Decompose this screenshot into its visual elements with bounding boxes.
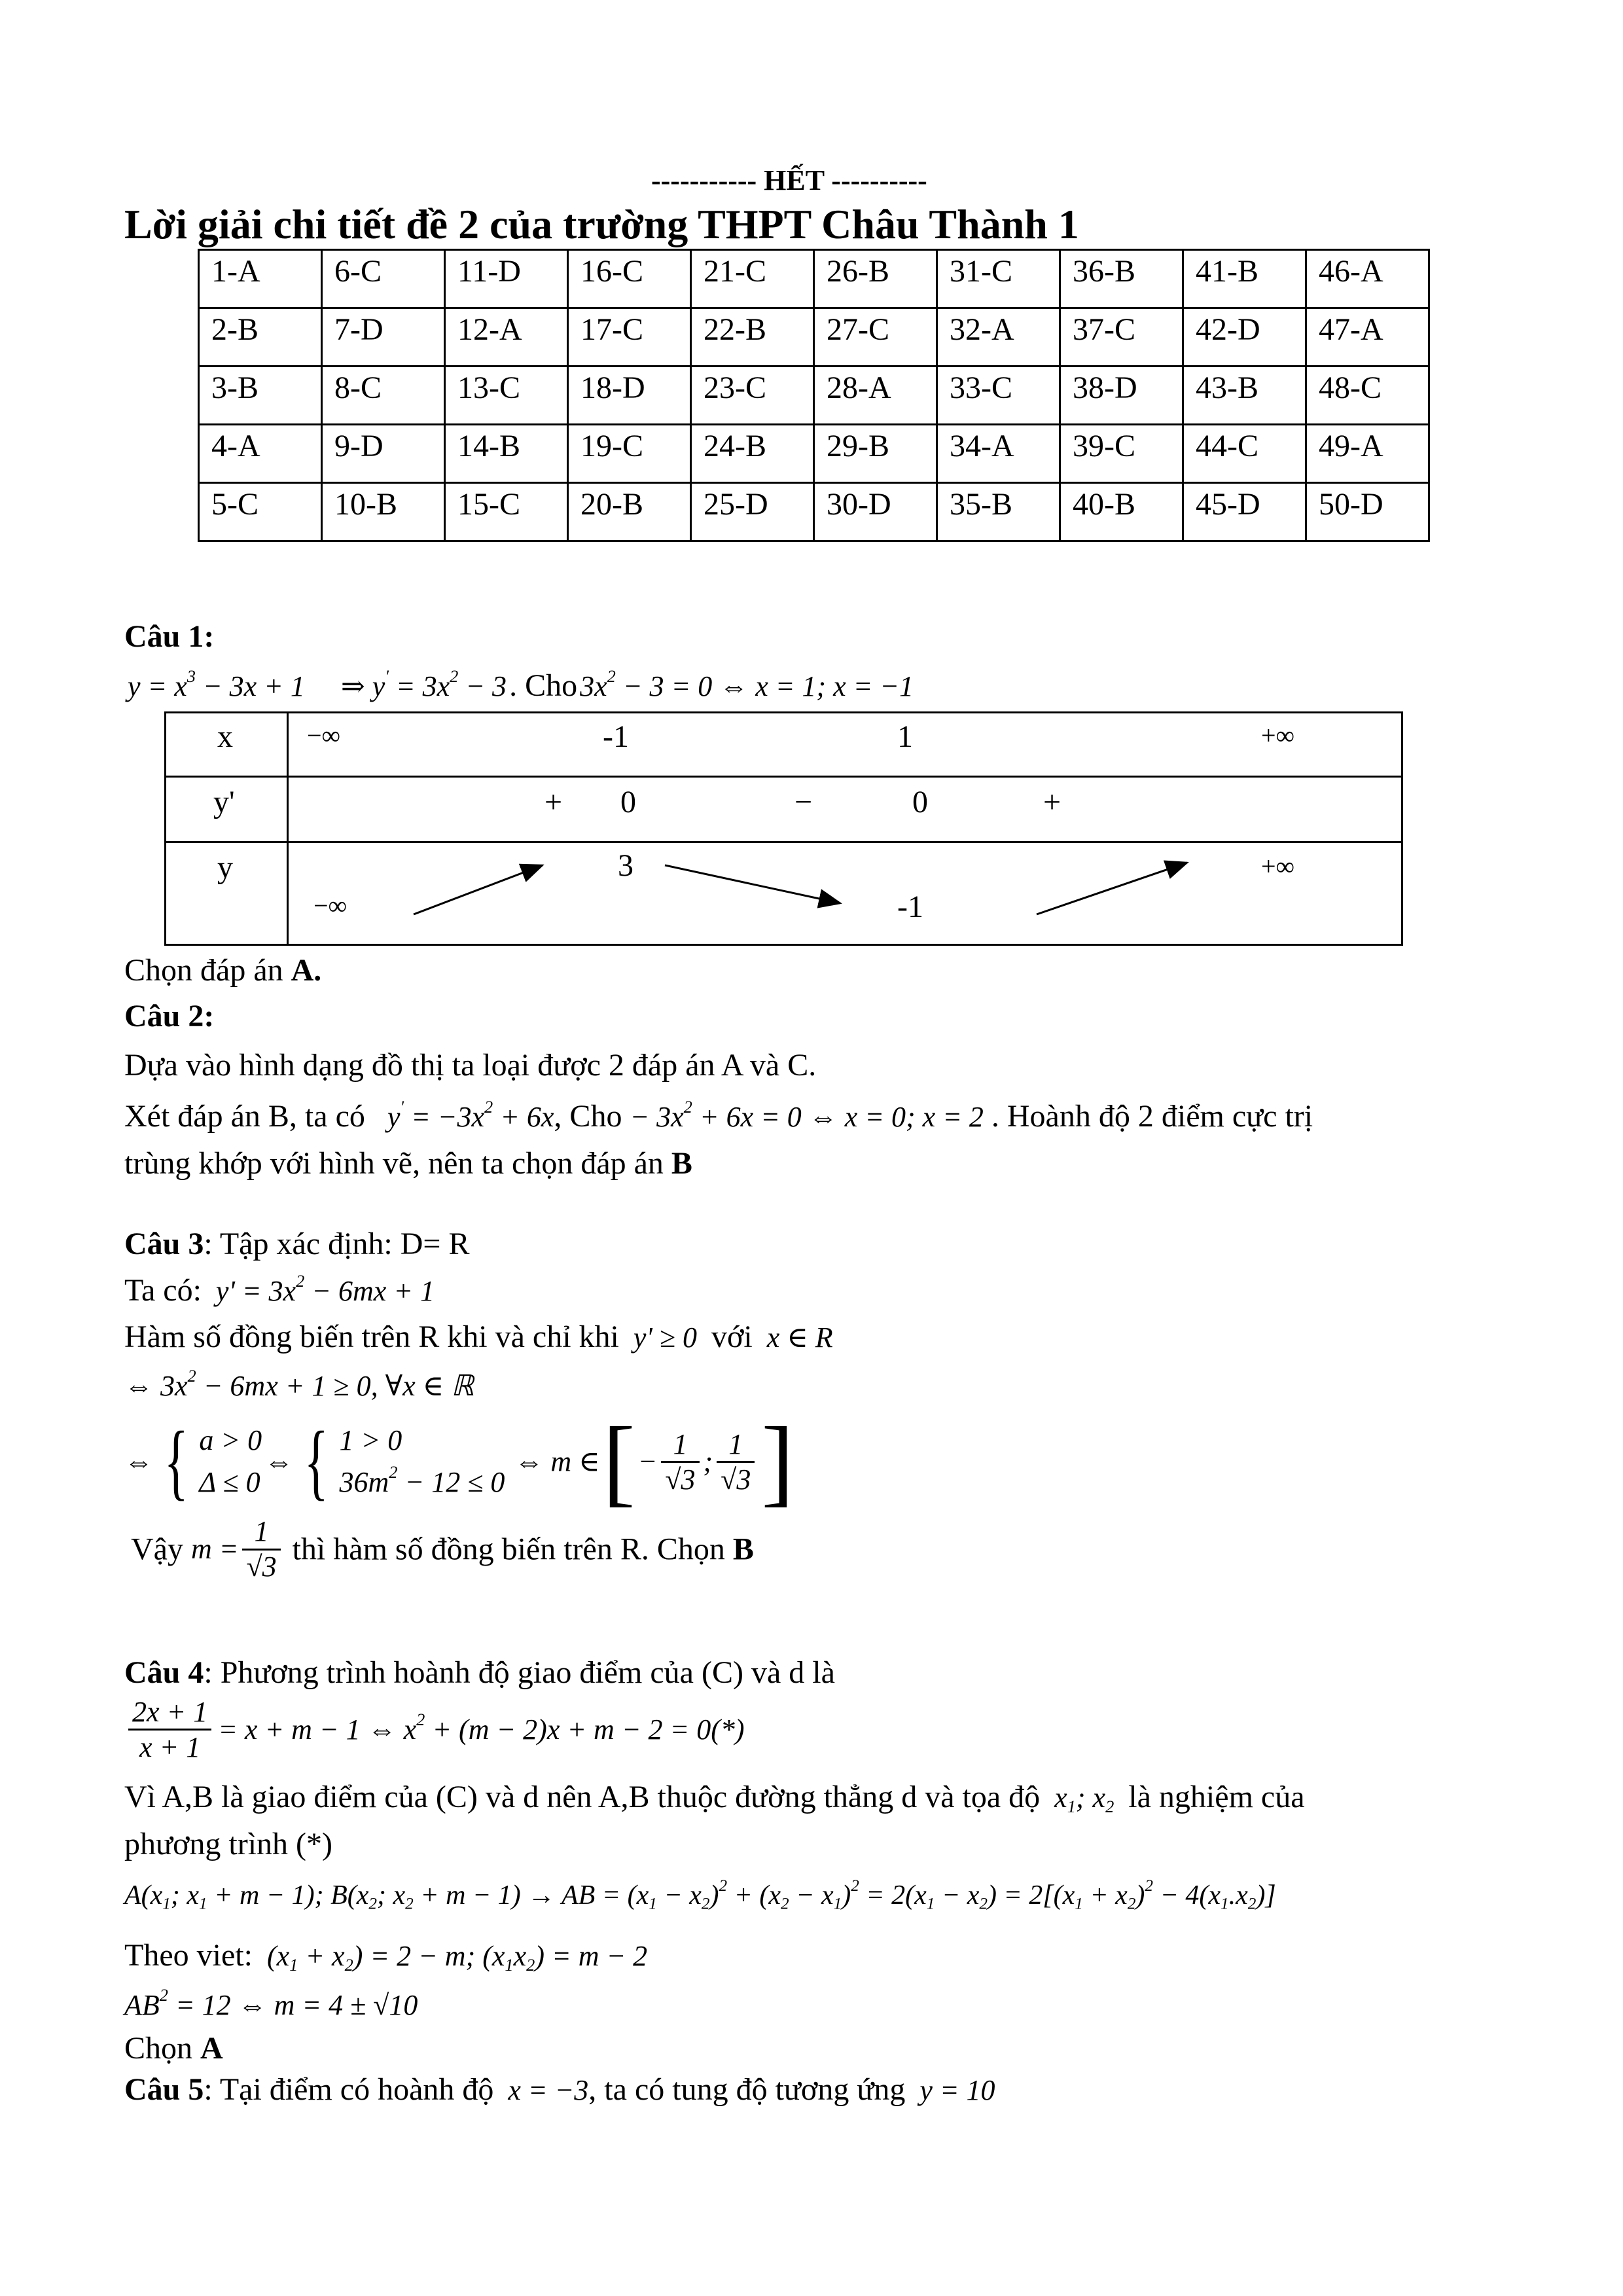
answer-cell: 35-B bbox=[937, 483, 1060, 541]
q3-conclusion: Vậy m = $\frac{1}{√3}$ thì hàm số đồng biến trên R. Chọn B bbox=[131, 1515, 754, 1583]
answer-cell: 44-C bbox=[1183, 425, 1306, 483]
q2-line3: trùng khớp với hình vẽ, nên ta chọn đáp án B bbox=[124, 1146, 692, 1181]
answer-cell: 1-A bbox=[199, 250, 322, 308]
answer-cell: 47-A bbox=[1306, 308, 1429, 367]
yp-plus-1: + bbox=[544, 785, 563, 819]
x-one: 1 bbox=[897, 719, 913, 754]
q4-ab-result: $AB^2 = 12$ ⇔ m = 4 ± √10 bbox=[124, 1984, 418, 2021]
answer-cell: 18-D bbox=[568, 367, 691, 425]
answer-cell: 46-A bbox=[1306, 250, 1429, 308]
q3-system: ⇔ { a > 0 Δ ≤ 0 ⇔ { 1 > 0 $36m^2 - 12 \le 0$ ⇔ m ∈ [ − $\frac{1}{√3}$ ; $\frac{1}{√3}$ ] bbox=[124, 1407, 794, 1516]
y-neg-inf: −∞ bbox=[313, 891, 348, 920]
q3-line1: Câu 3: Tập xác định: D= R bbox=[124, 1227, 470, 1261]
answer-cell: 28-A bbox=[814, 367, 937, 425]
q5-line1: Câu 5: Tại điểm có hoành độ x = −3, ta có tung độ tương ứng y = 10 bbox=[124, 2072, 995, 2107]
answer-cell: 41-B bbox=[1183, 250, 1306, 308]
q4-equation: $\frac{2x + 1}{x + 1}$ = x + m − 1 ⇔ $x^2 + (m - 2)x + m - 2 = 0(*)$ bbox=[124, 1695, 745, 1764]
q4-answer: Chọn A bbox=[124, 2031, 223, 2066]
answer-cell: 3-B bbox=[199, 367, 322, 425]
answer-cell: 33-C bbox=[937, 367, 1060, 425]
var-x-label: x bbox=[217, 719, 233, 754]
answer-cell: 45-D bbox=[1183, 483, 1306, 541]
yp-zero-2: 0 bbox=[912, 785, 928, 819]
answer-row bbox=[199, 308, 1429, 367]
answer-cell: 27-C bbox=[814, 308, 937, 367]
y-max: 3 bbox=[618, 848, 633, 883]
answer-row bbox=[199, 250, 1429, 308]
answer-cell: 37-C bbox=[1060, 308, 1183, 367]
answer-cell: 39-C bbox=[1060, 425, 1183, 483]
answer-cell: 7-D bbox=[322, 308, 445, 367]
answer-row bbox=[199, 425, 1429, 483]
q1-formula: $y = x^3 - 3x + 1$ ⇒ $y' = 3x^2 - 3$ . Cho $3x^2 - 3 = 0$ ⇔ x = 1; x = −1 bbox=[128, 666, 914, 703]
answer-cell: 5-C bbox=[199, 483, 322, 541]
answer-cell: 13-C bbox=[445, 367, 568, 425]
answer-cell: 15-C bbox=[445, 483, 568, 541]
answer-cell: 25-D bbox=[691, 483, 814, 541]
answer-cell: 38-D bbox=[1060, 367, 1183, 425]
q1-answer: Chọn đáp án A. bbox=[124, 953, 322, 988]
var-yp-label: y' bbox=[213, 785, 235, 819]
answer-cell: 30-D bbox=[814, 483, 937, 541]
answer-cell: 43-B bbox=[1183, 367, 1306, 425]
variation-table bbox=[164, 711, 1403, 946]
answer-cell: 14-B bbox=[445, 425, 568, 483]
answer-cell: 48-C bbox=[1306, 367, 1429, 425]
answer-cell: 34-A bbox=[937, 425, 1060, 483]
answer-cell: 23-C bbox=[691, 367, 814, 425]
answer-cell: 19-C bbox=[568, 425, 691, 483]
x-pos-inf: +∞ bbox=[1261, 721, 1295, 750]
q3-condition: Hàm số đồng biến trên R khi và chỉ khi y' ≥ 0 với x ∈ R bbox=[124, 1319, 833, 1354]
answer-cell: 22-B bbox=[691, 308, 814, 367]
q4-viet: Theo viet: $(x_1 + x_2) = 2 - m$; $(x_1x_2) = m - 2$ bbox=[124, 1938, 648, 1975]
answer-cell: 8-C bbox=[322, 367, 445, 425]
answer-cell: 16-C bbox=[568, 250, 691, 308]
answer-cell: 10-B bbox=[322, 483, 445, 541]
q2-heading: Câu 2: bbox=[124, 999, 215, 1033]
y-pos-inf: +∞ bbox=[1261, 852, 1295, 881]
q3-inequality: ⇔ $3x^2 - 6mx + 1 \ge 0$, ∀x ∈ ℝ bbox=[124, 1365, 474, 1402]
arrow-down bbox=[665, 865, 840, 903]
answer-cell: 2-B bbox=[199, 308, 322, 367]
answer-row bbox=[199, 483, 1429, 541]
arrow-up-1 bbox=[414, 865, 543, 914]
q2-line2: Xét đáp án B, ta có $y' = -3x^2 + 6x$, Cho − $3x^2 + 6x = 0$ ⇔ x = 0; x = 2 . Hoành độ 2 điểm cực trị bbox=[124, 1096, 1313, 1134]
answer-cell: 40-B bbox=[1060, 483, 1183, 541]
answer-cell: 6-C bbox=[322, 250, 445, 308]
var-y-label: y bbox=[217, 850, 233, 885]
answer-cell: 12-A bbox=[445, 308, 568, 367]
q1-heading: Câu 1: bbox=[124, 619, 215, 654]
q4-line-vi: Vì A,B là giao điểm của (C) và d nên A,B thuộc đường thẳng d và tọa độ $x_1$; $x_2$ là nghiệm của bbox=[124, 1780, 1305, 1816]
end-marker: ----------- HẾT ---------- bbox=[651, 164, 927, 196]
answer-key-table bbox=[198, 249, 1430, 542]
variation-arrows bbox=[166, 713, 1405, 948]
answer-cell: 9-D bbox=[322, 425, 445, 483]
answer-cell: 26-B bbox=[814, 250, 937, 308]
answer-cell: 31-C bbox=[937, 250, 1060, 308]
x-neg-inf: −∞ bbox=[307, 721, 341, 750]
answer-cell: 11-D bbox=[445, 250, 568, 308]
q4-line-pt: phương trình (*) bbox=[124, 1827, 333, 1861]
arrow-up-2 bbox=[1037, 863, 1187, 914]
q4-ab-formula: $A(x_1$; $x_1 + m - 1$); $B(x_2$; $x_2 + m - 1$) → AB = $(x_1 - x_2)^2 + (x_2 - x_1)^2 = 2(x_1 - x_2) = 2[(x_1 + x_2)^2 - 4(x_1.x_2)]$ bbox=[124, 1876, 1276, 1913]
q4-line1: Câu 4: Phương trình hoành độ giao điểm của (C) và d là bbox=[124, 1655, 835, 1690]
answer-cell: 20-B bbox=[568, 483, 691, 541]
answer-cell: 29-B bbox=[814, 425, 937, 483]
answer-cell: 4-A bbox=[199, 425, 322, 483]
answer-cell: 17-C bbox=[568, 308, 691, 367]
answer-cell: 49-A bbox=[1306, 425, 1429, 483]
q3-derivative: Ta có: $y' = 3x^2 - 6mx + 1$ bbox=[124, 1270, 435, 1308]
answer-cell: 32-A bbox=[937, 308, 1060, 367]
y-min: -1 bbox=[897, 889, 923, 924]
answer-row bbox=[199, 367, 1429, 425]
answer-cell: 42-D bbox=[1183, 308, 1306, 367]
x-minus-one: -1 bbox=[603, 719, 629, 754]
q2-line1: Dựa vào hình dạng đồ thị ta loại được 2 đáp án A và C. bbox=[124, 1048, 817, 1083]
page-title: Lời giải chi tiết đề 2 của trường THPT Châu Thành 1 bbox=[124, 201, 1079, 247]
answer-cell: 24-B bbox=[691, 425, 814, 483]
yp-minus: − bbox=[794, 785, 813, 819]
answer-cell: 50-D bbox=[1306, 483, 1429, 541]
answer-cell: 36-B bbox=[1060, 250, 1183, 308]
yp-plus-2: + bbox=[1043, 785, 1061, 819]
answer-cell: 21-C bbox=[691, 250, 814, 308]
yp-zero-1: 0 bbox=[620, 785, 636, 819]
